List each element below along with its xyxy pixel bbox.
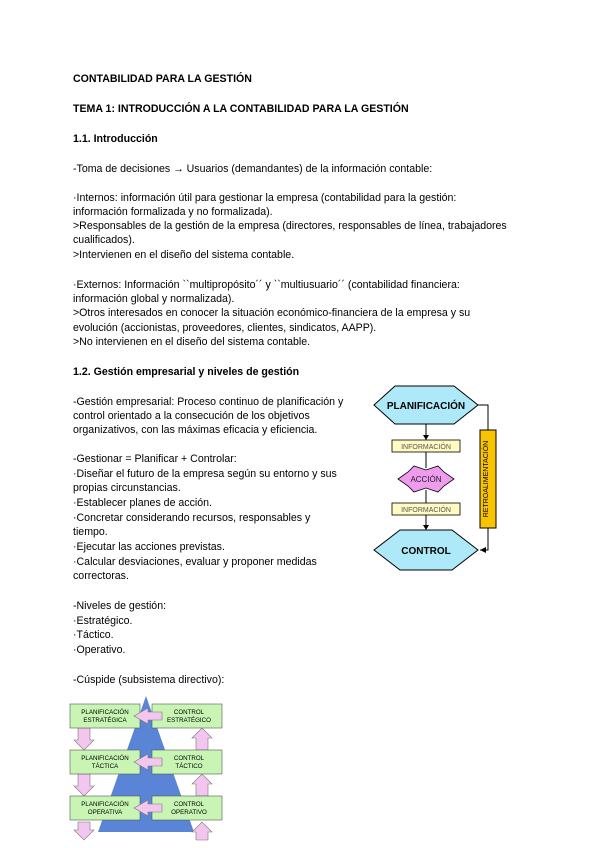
- section-1-1-heading: 1.1. Introducción: [73, 133, 158, 145]
- planificacion-label: PLANIFICACIÓN: [386, 401, 466, 412]
- paragraph-line: -Gestión empresarial: Proceso continuo de planificación y: [73, 396, 344, 408]
- doc-title: CONTABILIDAD PARA LA GESTIÓN: [73, 73, 252, 85]
- connector-arrowhead: [423, 435, 429, 440]
- box-label: ESTRATÉGICA: [83, 717, 127, 724]
- paragraph-line: ·Establecer planes de acción.: [73, 497, 212, 509]
- box-label: PLANIFICACIÓN: [81, 709, 129, 716]
- box-label: OPERATIVA: [87, 809, 123, 816]
- paragraph-line: ·Internos: información útil para gestionar la empresa (contabilidad para la gestión:: [73, 192, 457, 204]
- informacion-bottom-label: INFORMACIÓN: [401, 507, 451, 514]
- paragraph-line: >Intervienen en el diseño del sistema contable.: [73, 249, 295, 261]
- paragraph-line: ·Estratégico.: [73, 615, 133, 627]
- section-1-2-heading: 1.2. Gestión empresarial y niveles de gestión: [73, 366, 300, 378]
- paragraph-line: cualificados).: [73, 234, 135, 246]
- paragraph-line: control orientado a la consecución de los objetivos: [73, 410, 310, 422]
- box-label: CONTROL: [173, 709, 205, 716]
- arrow-down-icon: [74, 728, 94, 750]
- paragraph-line: ·Externos: Información ``multipropósito´´ y ``multiusuario´´ (contabilidad financiera:: [73, 279, 460, 291]
- paragraph-line: -Niveles de gestión:: [73, 600, 167, 612]
- control-tactico-box: [152, 750, 222, 774]
- box-label: CONTROL: [173, 755, 205, 762]
- paragraph-line: -Toma de decisiones → Usuarios (demandantes) de la información contable:: [73, 163, 433, 175]
- paragraph-line: >No intervienen en el diseño del sistema contable.: [73, 336, 311, 348]
- paragraph-line: información formalizada y no formalizada).: [73, 206, 273, 218]
- feedback-line-bottom: [480, 528, 488, 550]
- planificacion-estrategica-box: [70, 704, 140, 728]
- paragraph-line: ·Diseñar el futuro de la empresa según su entorno y sus: [73, 468, 337, 480]
- paragraph-line: ·Concretar considerando recursos, responsables y: [73, 512, 311, 524]
- planificacion-tactica-box: [70, 750, 140, 774]
- control-operativo-box: [152, 796, 222, 820]
- control-estrategico-box: [152, 704, 222, 728]
- box-label: TÁCTICO: [175, 763, 203, 770]
- paragraph-line: ·Ejecutar las acciones previstas.: [73, 541, 225, 553]
- informacion-top-label: INFORMACIÓN: [401, 444, 451, 451]
- paragraph-line: ·Táctico.: [73, 629, 114, 641]
- paragraph-line: evolución (accionistas, proveedores, clientes, sindicatos, AAPP).: [73, 322, 377, 334]
- box-label: PLANIFICACIÓN: [81, 801, 129, 808]
- control-label: CONTROL: [401, 546, 451, 557]
- paragraph-line: >Responsables de la gestión de la empresa (directores, responsables de línea, trabajadores: [73, 220, 507, 232]
- arrow-up-icon: [192, 728, 212, 750]
- arrow-down-icon: [74, 822, 94, 840]
- paragraph-line: organizativos, con las máximas eficacia y eficiencia.: [73, 424, 318, 436]
- accion-label: ACCIÓN: [410, 475, 442, 484]
- connector-arrowhead: [423, 525, 429, 530]
- paragraph-line: ·Calcular desviaciones, evaluar y proponer medidas: [73, 556, 317, 568]
- paragraph-line: -Cúspide (subsistema directivo):: [73, 674, 225, 686]
- paragraph-line: ·Operativo.: [73, 644, 126, 656]
- arrow-up-icon: [192, 774, 212, 796]
- retroalimentacion-label: RETROALIMENTACIÓN: [483, 440, 490, 518]
- box-label: OPERATIVO: [171, 809, 207, 816]
- tema-heading: TEMA 1: INTRODUCCIÓN A LA CONTABILIDAD PARA LA GESTIÓN: [73, 103, 409, 115]
- paragraph-line: propias circunstancias.: [73, 482, 181, 494]
- arrow-up-icon: [192, 822, 212, 840]
- planning-control-cycle-diagram: [370, 380, 500, 575]
- paragraph-line: -Gestionar = Planificar + Controlar:: [73, 453, 237, 465]
- management-levels-pyramid-diagram: [66, 692, 226, 844]
- box-label: PLANIFICACIÓN: [81, 755, 129, 762]
- box-label: CONTROL: [173, 801, 205, 808]
- box-label: TÁCTICA: [91, 763, 119, 770]
- box-label: ESTRATÉGICO: [167, 717, 211, 724]
- paragraph-line: correctoras.: [73, 570, 129, 582]
- planificacion-operativa-box: [70, 796, 140, 820]
- paragraph-line: información global y normalizada).: [73, 293, 235, 305]
- feedback-line-top: [478, 405, 488, 430]
- paragraph-line: >Otros interesados en conocer la situación económico-financiera de la empresa y su: [73, 307, 471, 319]
- paragraph-line: tiempo.: [73, 526, 108, 538]
- arrow-down-icon: [74, 774, 94, 796]
- feedback-arrowhead: [480, 547, 486, 553]
